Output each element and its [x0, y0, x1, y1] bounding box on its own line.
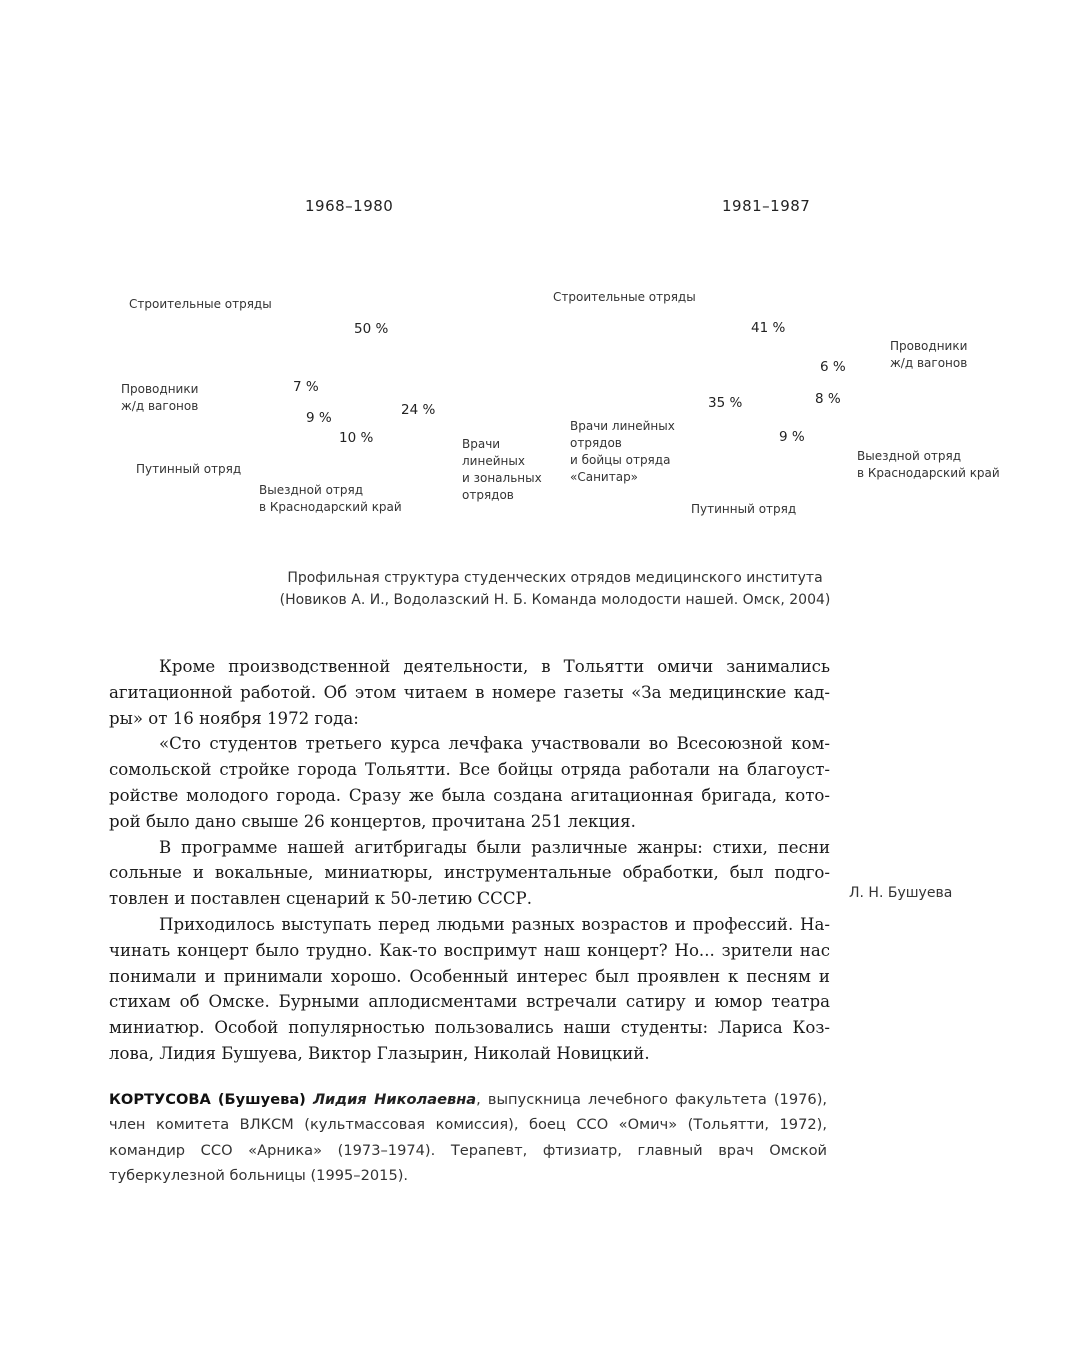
article-paragraph: Кроме производственной деятельности, в Тольятти омичи занимались агитационной работой. Об этом читаем в номере газеты «За медицинские кадры» от 16 ноября 1972 года: [109, 657, 830, 728]
bio-maiden-name: (Бушуева) [217, 1091, 306, 1108]
right-label-construction: Строительные отряды [553, 290, 696, 304]
right-percent-krasnodar: 8 % [815, 391, 841, 407]
article-paragraph: В программе нашей агитбригады были различные жанры: стихи, песни сольные и вокальные, миниатюры, инструментальные обработки, был подготовлен и поставлен сценарий к 50-летию СССР. [109, 837, 830, 909]
article-body [109, 654, 830, 1067]
left-percent-krasnodar: 10 % [339, 430, 374, 446]
left-label-conductors: Проводники ж/д вагонов [121, 382, 199, 413]
period-right-title: 1981–1987 [722, 197, 811, 215]
left-label-doctors: Врачи линейных и зональных отрядов [462, 437, 542, 502]
left-percent-track: 9 % [306, 410, 332, 426]
bio-text: , выпускница лечебного факультета (1976), член комитета ВЛКСМ (культмассовая комиссия), боец ССО «Омич» (Тольятти, 1972), командир ССО «Арника» (1973–1974). Терапевт, фтизиатр, главный врач Омской туберкулезной больницы (1995–2015). [109, 1091, 828, 1185]
left-percent-construction: 50 % [354, 321, 389, 337]
article-signature: Л. Н. Бушуева [849, 885, 953, 901]
right-label-krasnodar: Выездной отряд в Краснодарский край [857, 449, 1000, 480]
right-percent-doctors: 35 % [708, 395, 743, 411]
diagram-caption-line2: (Новиков А. И., Водолазский Н. Б. Команда молодости нашей. Омск, 2004) [279, 592, 831, 608]
right-label-doctors: Врачи линейных отрядов и бойцы отряда «Санитар» [570, 419, 675, 484]
left-label-construction: Строительные отряды [129, 297, 272, 311]
right-percent-construction: 41 % [751, 320, 786, 336]
bio-given-name: Лидия Николаевна [312, 1091, 477, 1108]
bio-note [109, 1087, 827, 1189]
left-label-krasnodar: Выездной отряд в Краснодарский край [259, 483, 402, 514]
right-label-track: Путинный отряд [691, 502, 797, 516]
diagram-caption-line1: Профильная структура студенческих отрядов медицинского института [287, 570, 823, 586]
left-percent-conductors: 7 % [293, 379, 319, 395]
left-percent-doctors: 24 % [401, 402, 436, 418]
bio-surname: КОРТУСОВА [109, 1091, 211, 1108]
article-paragraph: Приходилось выступать перед людьми разных возрастов и профессий. Начинать концерт было трудно. Как-то воспримут наш концерт? Но... зрители нас понимали и принимали хорошо. Особенный интерес был проявлен к песням и стихам об Омске. Бурными аплодисментами встречали сатиру и юмор театра миниатюр. Особой популярностью пользовались наши студенты: Лариса Козлова, Лидия Бушуева, Виктор Глазырин, Николай Новицкий. [109, 914, 830, 1063]
period-left-title: 1968–1980 [305, 197, 394, 215]
right-percent-track: 9 % [779, 429, 805, 445]
left-label-track: Путинный отряд [136, 462, 242, 476]
right-label-conductors: Проводники ж/д вагонов [890, 339, 968, 370]
article-paragraph: «Сто студентов третьего курса лечфака участвовали во Всесоюзной комсомольской стройке города Тольятти. Все бойцы отряда работали на благоустройстве молодого города. Сразу же была создана агитационная бригада, которой было дано свыше 26 концертов, прочитана 251 лекция. [109, 734, 830, 831]
right-percent-conductors: 6 % [820, 359, 846, 375]
